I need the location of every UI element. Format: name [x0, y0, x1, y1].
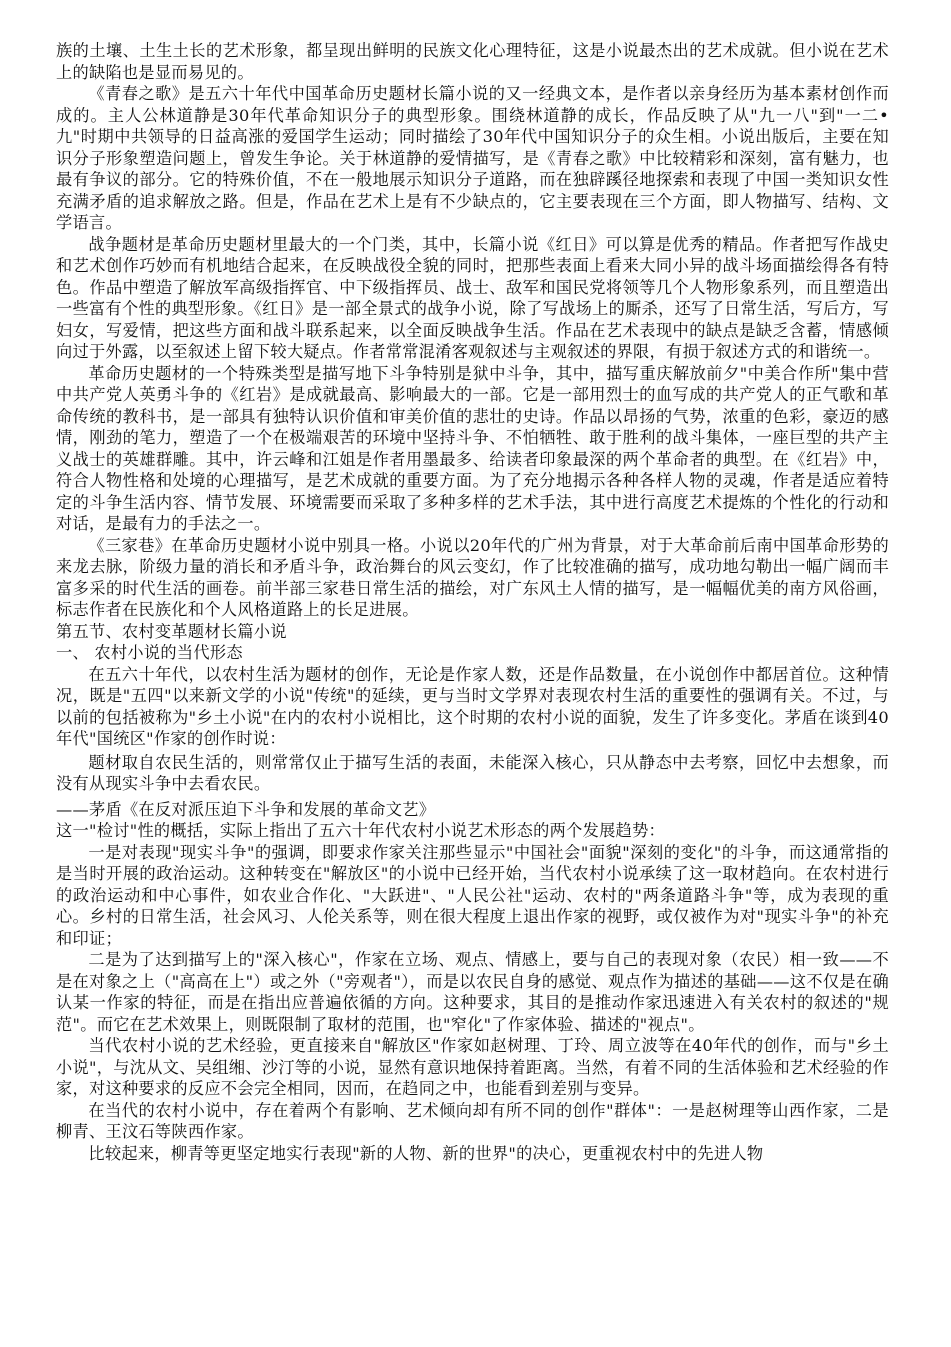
subsection-heading: 一、 农村小说的当代形态 — [56, 643, 243, 662]
paragraph-sanjiaxiang: 《三家巷》在革命历史题材小说中别具一格。小说以20年代的广州为背景，对于大革命前后南中国革命形势的来龙去脉，阶级力量的消长和矛盾斗争，政治舞台的风云变幻，作了比较准确的描写，成功地勾勒出一幅广阔而丰富多采的时代生活的画卷。前半部三家巷日常生活的描绘，对广东风土人情的描写，是一幅幅优美的南方风俗画，标志作者在民族化和个人风格道路上的长足进展。 — [56, 535, 889, 619]
paragraph-qingchun-zhige: 《青春之歌》是五六十年代中国革命历史题材长篇小说的又一经典文本，是作者以亲身经历为基本素材创作而成的。主人公林道静是30年代革命知识分子的典型形象。围绕林道静的成长，作品反映了从"九一八"到"一二•九"时期中共领导的日益高涨的爱国学生运动；同时描绘了30年代中国知识分子的众生相。小说出版后，主要在知识分子形象塑造问题上，曾发生争论。关于林道静的爱情描写，是《青春之歌》中比较精彩和深刻，富有魅力，也最有争议的部分。它的特殊价值，不在一般地展示知识分子道路，而在独辟蹊径地探索和表现了中国一类知识女性充满矛盾的追求解放之路。但是，作品在艺术上是有不少缺点的，它主要表现在三个方面，即人物描写、结构、文学语言。 — [56, 84, 889, 232]
paragraph-two-trends: 这一"检讨"性的概括，实际上指出了五六十年代农村小说艺术形态的两个发展趋势： — [56, 821, 666, 840]
paragraph-artistic-experience: 当代农村小说的艺术经验，更直接来自"解放区"作家如赵树理、丁玲、周立波等在40年代的创作，而与"乡土小说"，与沈从文、吴组缃、沙汀等的小说，显然有意识地保持着距离。当然，有着不同的生活体验和艺术经验的作家，对这种要求的反应不会完全相同，因而，在趋同之中，也能看到差别与变异。 — [56, 1036, 889, 1098]
paragraph-hongri: 战争题材是革命历史题材里最大的一个门类，其中，长篇小说《红日》可以算是优秀的精品。作者把写作战史和艺术创作巧妙而有机地结合起来，在反映战役全貌的同时，把那些表面上看来大同小异的战斗场面描绘得各有特色。作品中塑造了解放军高级指挥官、中下级指挥员、战士、敌军和国民党将领等几个人物形象系列，而且塑造出一些富有个性的典型形象。《红日》是一部全景式的战争小说，除了写战场上的厮杀，还写了日常生活，写后方，写妇女，写爱情，把这些方面和战斗联系起来，以全面反映战争生活。作品在艺术表现中的缺点是缺乏含蓄，情感倾向过于外露，以至叙述上留下较大疑点。作者常常混淆客观叙述与主观叙述的界限，有损于叙述方式的和谐统一。 — [56, 234, 889, 361]
section-heading: 第五节、农村变革题材长篇小说 — [56, 621, 287, 641]
block-quote: 题材取自农民生活的，则常常仅止于描写生活的表面，未能深入核心，只从静态中去考察，回忆中去想象，而没有从现实斗争中去看农民。 — [56, 752, 889, 793]
document-body — [56, 40, 889, 1164]
paragraph-rural-novel-status: 在五六十年代，以农村生活为题材的创作，无论是作家人数，还是作品数量，在小说创作中都居首位。这种情况，既是"五四"以来新文学的小说"传统"的延续，更与当时文学界对表现农村生活的重要性的强调有关。不过，与以前的包括被称为"乡土小说"在内的农村小说相比，这个时期的农村小说的面貌，发生了许多变化。茅盾在谈到40年代"国统区"作家的创作时说： — [56, 664, 889, 748]
paragraph-two-groups: 在当代的农村小说中，存在着两个有影响、艺术倾向却有所不同的创作"群体"：一是赵树理等山西作家，二是柳青、王汶石等陕西作家。 — [56, 1100, 889, 1141]
quote-attribution: ——茅盾《在反对派压迫下斗争和发展的革命文艺》 — [56, 799, 436, 819]
paragraph-trend-one: 一是对表现"现实斗争"的强调，即要求作家关注那些显示"中国社会"面貌"深刻的变化"的斗争，而这通常指的是当时开展的政治运动。这种转变在"解放区"的小说中已经开始，当代农村小说承续了这一取材趋向。在农村进行的政治运动和中心事件，如农业合作化、"大跃进"、"人民公社"运动、农村的"两条道路斗争"等，成为表现的重心。乡村的日常生活，社会风习、人伦关系等，则在很大程度上退出作家的视野，或仅被作为对"现实斗争"的补充和印证； — [56, 842, 889, 948]
paragraph-hongyan: 革命历史题材的一个特殊类型是描写地下斗争特别是狱中斗争，其中，描写重庆解放前夕"中美合作所"集中营中共产党人英勇斗争的《红岩》是成就最高、影响最大的一部。它是一部用烈士的血写成的共产党人的正气歌和革命传统的教科书，是一部具有独特认识价值和审美价值的悲壮的史诗。作品以昂扬的气势，浓重的色彩，豪迈的感情，刚劲的笔力，塑造了一个在极端艰苦的环境中坚持斗争、不怕牺牲、敢于胜利的战斗集体，一座巨型的共产主义战士的英雄群雕。其中，许云峰和江姐是作者用墨最多、给读者印象最深的两个革命者的典型。在《红岩》中，符合人物性格和处境的心理描写，是艺术成就的重要方面。为了充分地揭示各种各样人物的灵魂，作者是适应着特定的斗争生活内容、情节发展、环境需要而采取了多种多样的艺术手法，其中进行高度艺术提炼的个性化的行动和对话，是最有力的手法之一。 — [56, 363, 889, 533]
paragraph-trend-two: 二是为了达到描写上的"深入核心"，作家在立场、观点、情感上，要与自己的表现对象（农民）相一致——不是在对象之上（"高高在上"）或之外（"旁观者"），而是以农民自身的感觉、观点作为描述的基础——这不仅是在确认某一作家的特征，而是在指出应普遍依循的方向。这种要求，其目的是推动作家迅速进入有关农村的叙述的"规范"。而它在艺术效果上，则既限制了取材的范围，也"窄化"了作家体验、描述的"视点"。 — [56, 950, 889, 1034]
paragraph-intro-continuation: 族的土壤、土生土长的艺术形象，都呈现出鲜明的民族文化心理特征，这是小说最杰出的艺术成就。但小说在艺术上的缺陷也是显而易见的。 — [56, 41, 889, 82]
paragraph-liu-qing-comparison: 比较起来，柳青等更坚定地实行表现"新的人物、新的世界"的决心，更重视农村中的先进人物 — [88, 1143, 764, 1163]
